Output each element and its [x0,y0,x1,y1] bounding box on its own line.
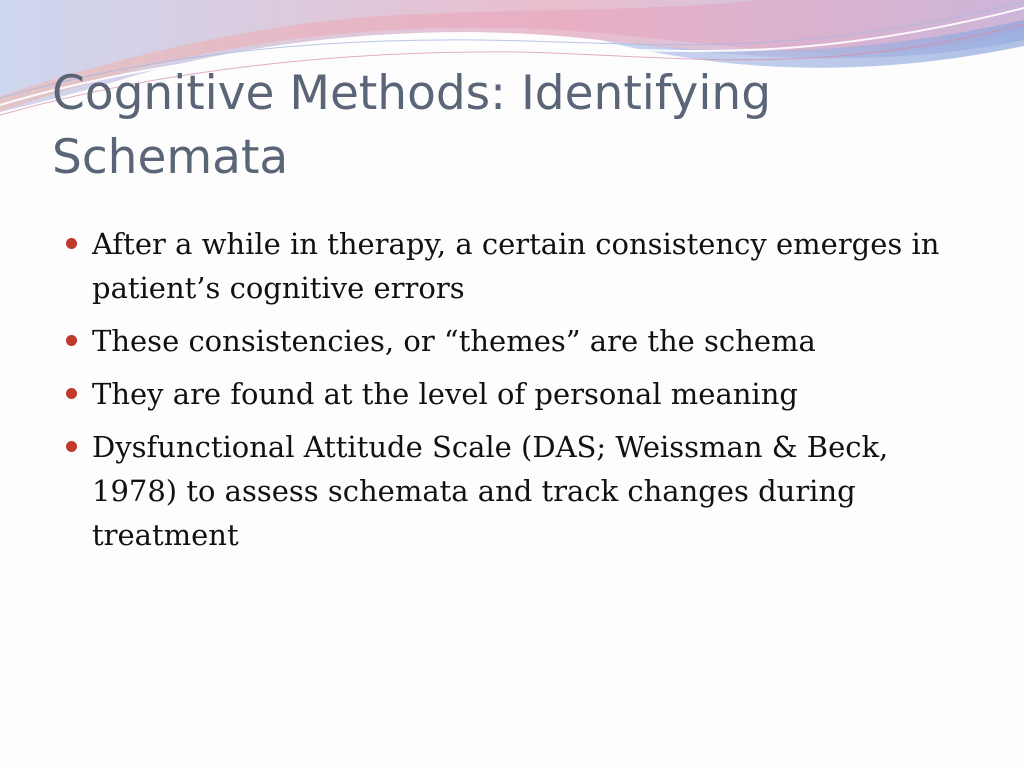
bullet-item [92,372,972,416]
bullet-text: These consistencies, or “themes” are the schema [92,324,816,358]
slide-title-line-1: Cognitive Methods: Identifying [52,66,772,121]
bullet-text: After a while in therapy, a certain consistency emerges in patient’s cognitive errors [92,227,940,305]
bullet-item [92,319,972,363]
bullet-dot-icon [66,441,77,452]
bullet-text: They are found at the level of personal meaning [92,377,798,411]
slide-title [52,62,972,190]
bullet-dot-icon [66,388,77,399]
bullet-text: Dysfunctional Attitude Scale (DAS; Weissman & Beck, 1978) to assess schemata and track changes during treatment [92,430,889,552]
bullet-list [92,222,972,566]
slide-title-line-2: Schemata [52,130,289,185]
bullet-item [92,222,972,310]
bullet-dot-icon [66,335,77,346]
bullet-dot-icon [66,238,77,249]
bullet-item [92,425,972,557]
